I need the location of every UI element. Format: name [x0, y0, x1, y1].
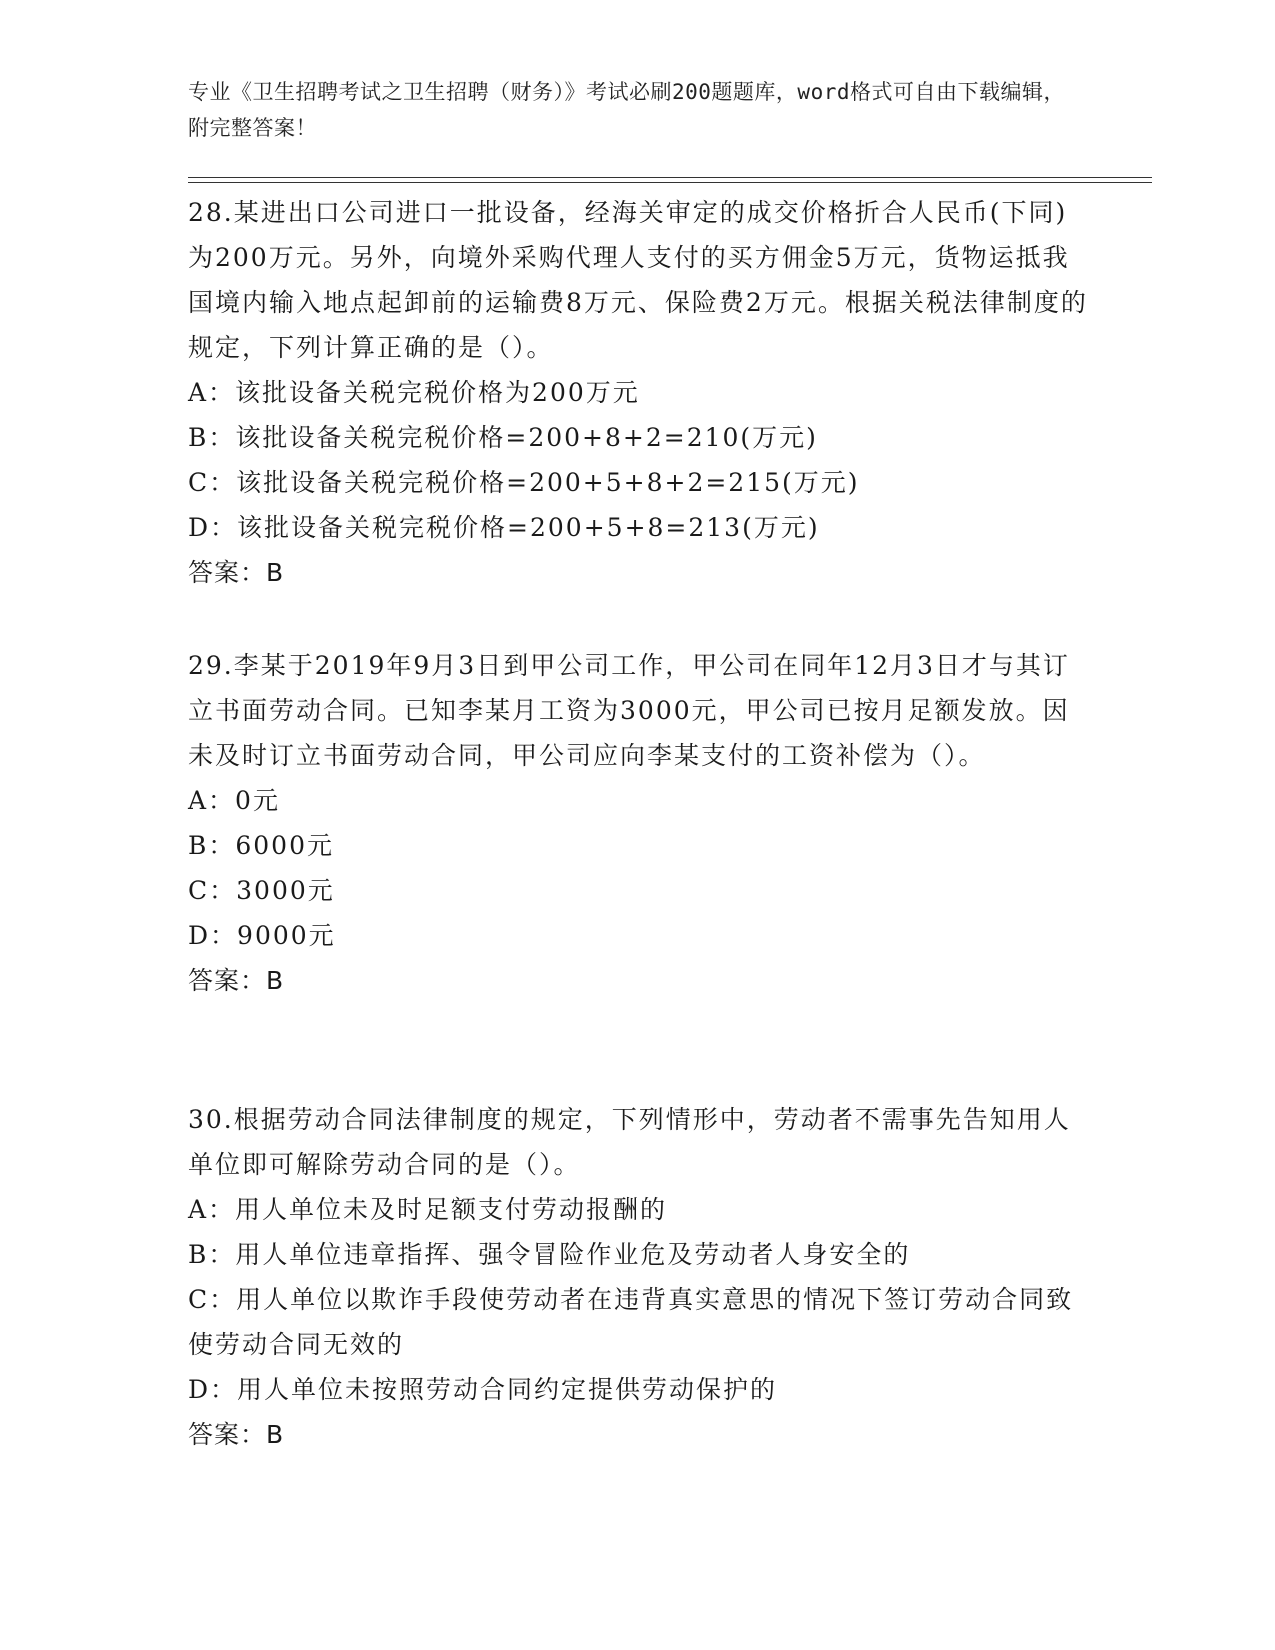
question-stem: 29.李某于2019年9月3日到甲公司工作，甲公司在同年12月3日才与其订立书面劳动合同。已知李某月工资为3000元，甲公司已按月足额发放。因未及时订立书面劳动合同，甲公司应向李某支付的工资补偿为（）。 [188, 651, 1070, 770]
option-d: D：9000元 [188, 921, 336, 950]
header-text: 专业《卫生招聘考试之卫生招聘（财务）》考试必刷200题题库，word格式可自由下载编辑，附完整答案！ [188, 80, 1065, 140]
option-b: B：该批设备关税完税价格=200+8+2=210(万元) [188, 423, 818, 452]
option-d: D：该批设备关税完税价格=200+5+8=213(万元) [188, 513, 820, 542]
document-header [188, 74, 1068, 146]
option-a: A：该批设备关税完税价格为200万元 [188, 378, 640, 407]
question-30 [188, 1097, 1088, 1457]
option-a: A：用人单位未及时足额支付劳动报酬的 [188, 1195, 668, 1224]
header-divider-top [188, 177, 1152, 178]
answer-label: 答案：B [188, 1420, 285, 1449]
question-stem: 30.根据劳动合同法律制度的规定，下列情形中，劳动者不需事先告知用人单位即可解除劳动合同的是（）。 [188, 1105, 1071, 1179]
question-29 [188, 643, 1088, 1003]
option-b: B：6000元 [188, 831, 334, 860]
answer-label: 答案：B [188, 966, 285, 995]
option-a: A：0元 [188, 786, 280, 815]
option-d: D：用人单位未按照劳动合同约定提供劳动保护的 [188, 1375, 778, 1404]
option-c: C：3000元 [188, 876, 335, 905]
header-divider-bottom [188, 182, 1152, 183]
question-stem: 28.某进出口公司进口一批设备，经海关审定的成交价格折合人民币(下同)为200万元。另外，向境外采购代理人支付的买方佣金5万元，货物运抵我国境内输入地点起卸前的运输费8万元、保险费2万元。根据关税法律制度的规定，下列计算正确的是（）。 [188, 198, 1088, 362]
option-b: B：用人单位违章指挥、强令冒险作业危及劳动者人身安全的 [188, 1240, 911, 1269]
option-c: C：用人单位以欺诈手段使劳动者在违背真实意思的情况下签订劳动合同致使劳动合同无效的 [188, 1285, 1074, 1359]
question-28 [188, 190, 1088, 595]
answer-label: 答案：B [188, 558, 285, 587]
option-c: C：该批设备关税完税价格=200+5+8+2=215(万元) [188, 468, 860, 497]
